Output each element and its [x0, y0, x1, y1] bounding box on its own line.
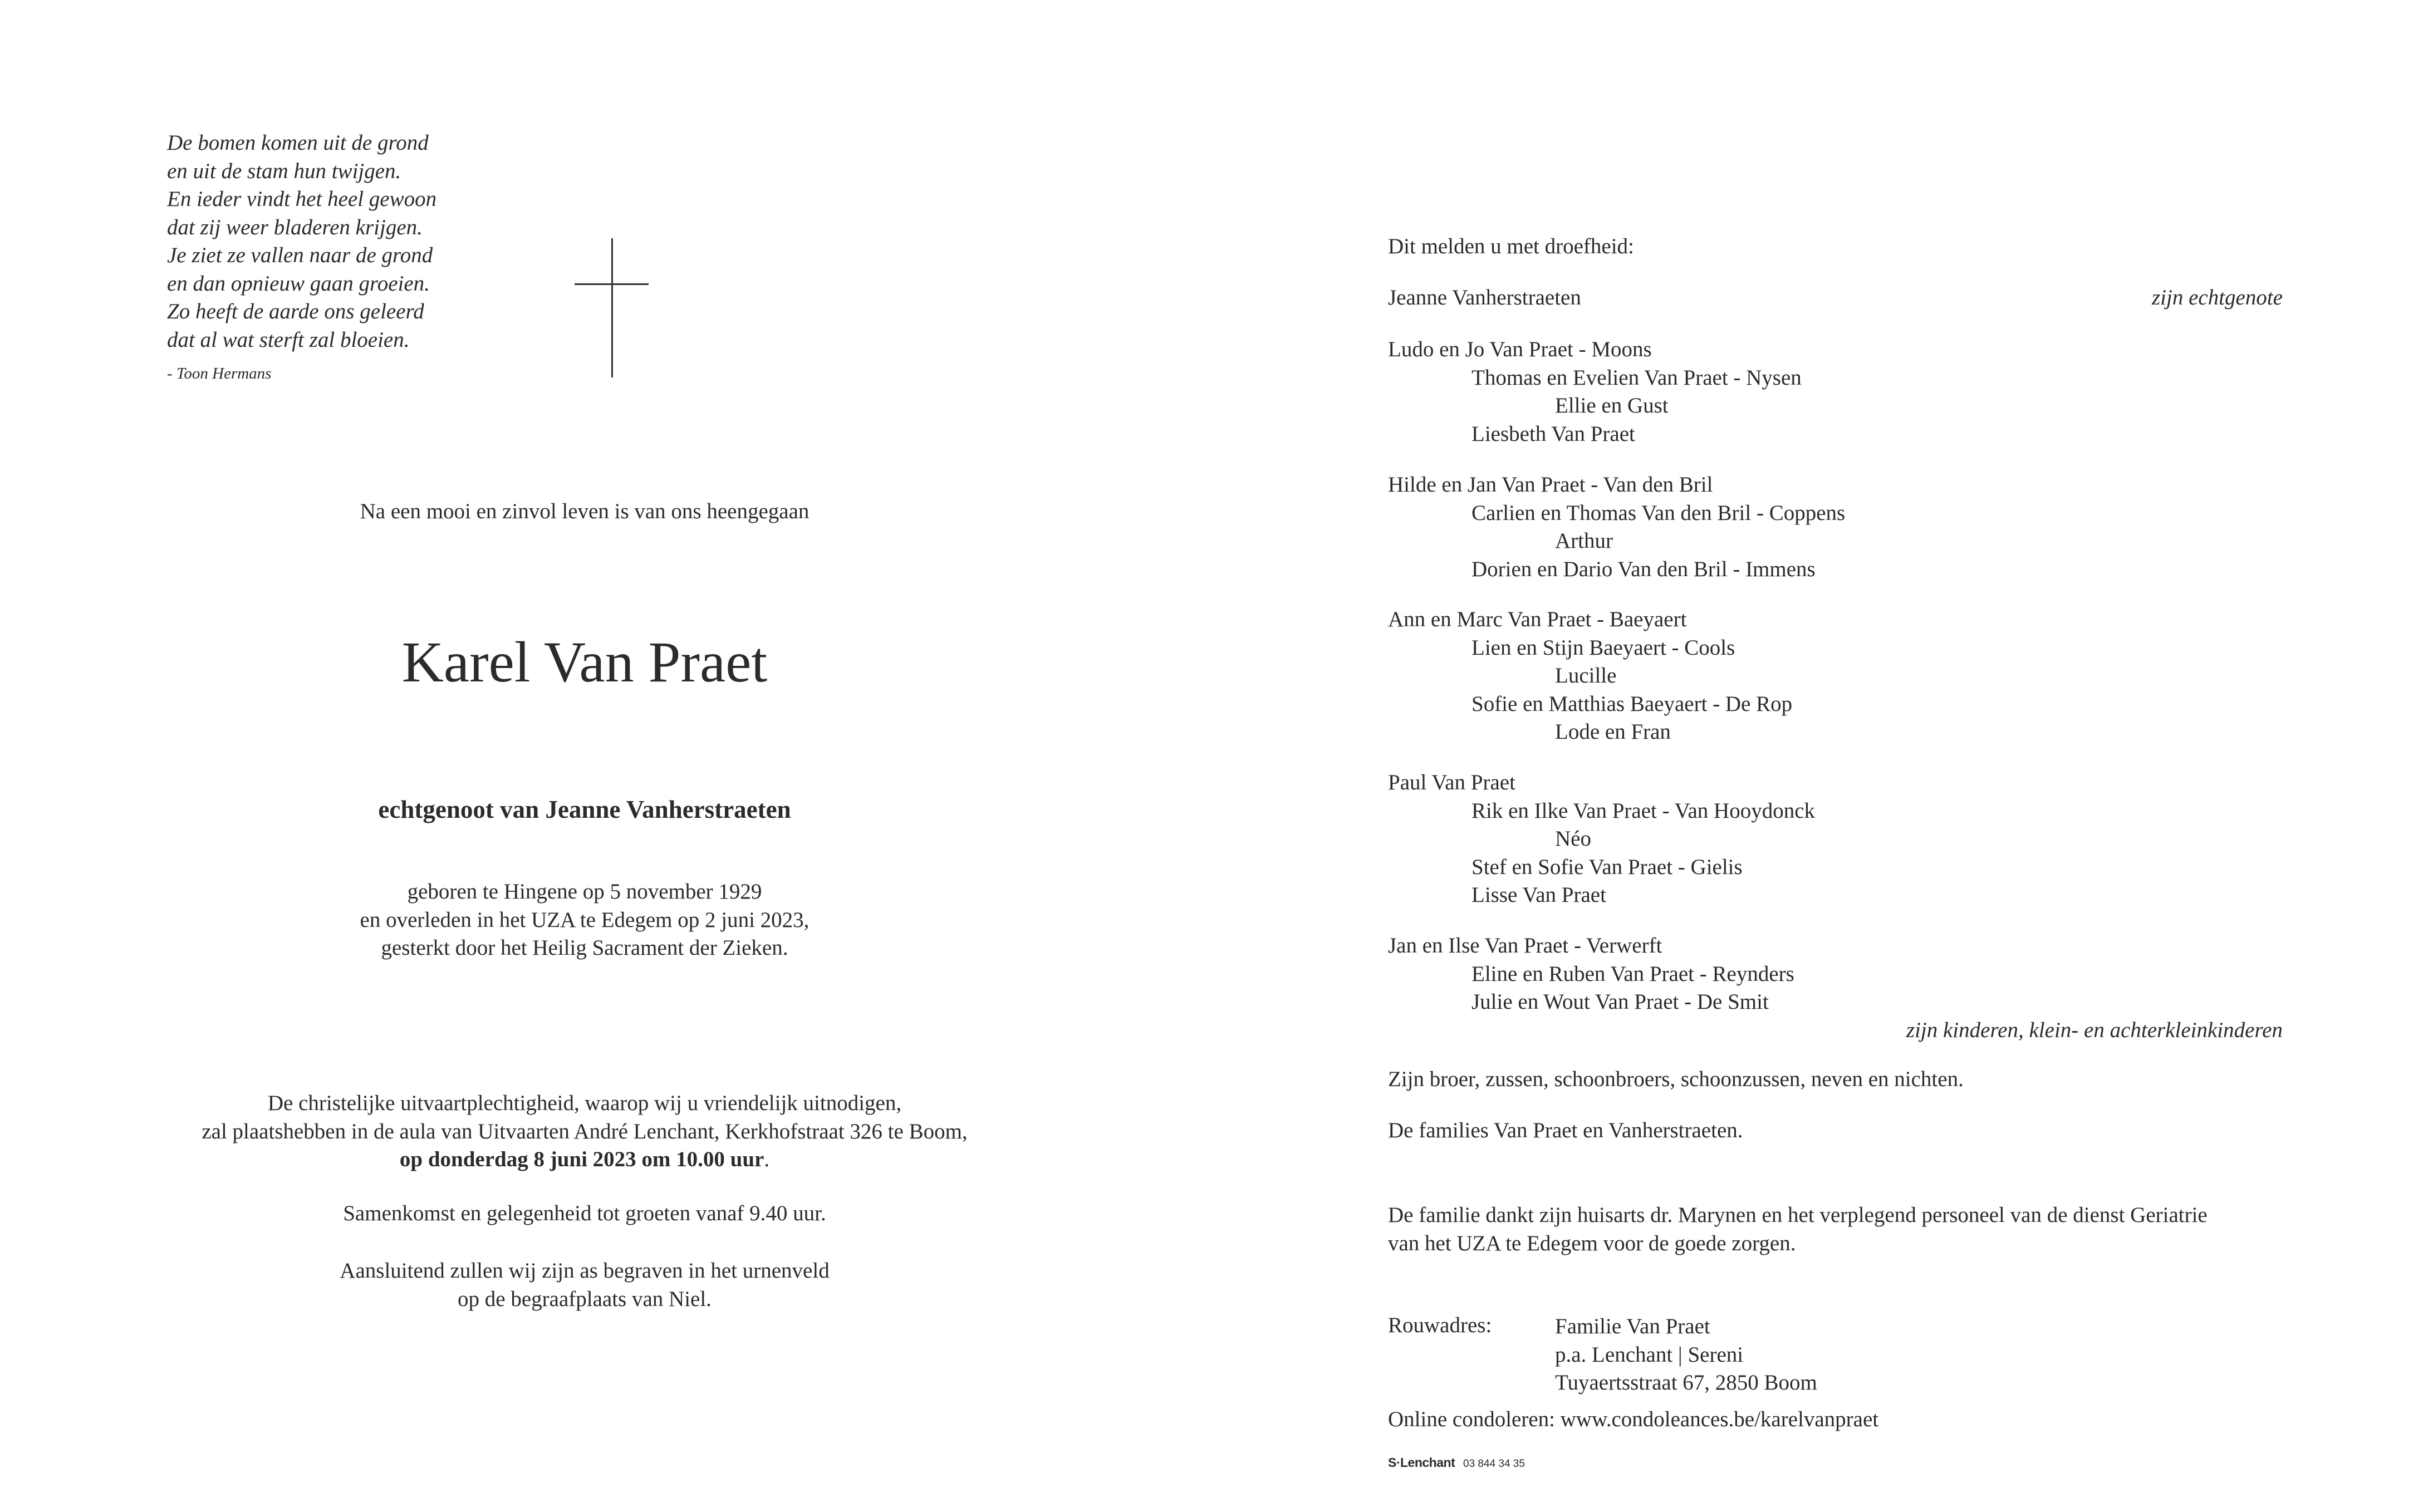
- family-member: Stef en Sofie Van Praet - Gielis: [1471, 855, 1743, 879]
- burial-block: [111, 1257, 1058, 1313]
- family-member: Arthur: [1555, 529, 1613, 553]
- announce-text: Dit melden u met droefheid:: [1388, 234, 1634, 258]
- spouse-row: [1388, 285, 2283, 310]
- family-paul: [1388, 769, 2283, 910]
- family-member: Néo: [1555, 827, 1591, 851]
- sacrament-line: gesterkt door het Heilig Sacrament der Zieken.: [381, 936, 788, 960]
- deceased-name: Karel Van Praet: [401, 630, 768, 694]
- poem-author: - Toon Hermans: [167, 365, 272, 382]
- birth-line: geboren te Hingene op 5 november 1929: [407, 880, 762, 904]
- poem-line: dat zij weer bladeren krijgen.: [167, 215, 423, 239]
- family-member: Eline en Ruben Van Praet - Reynders: [1471, 961, 1794, 986]
- burial-line: op de begraafplaats van Niel.: [458, 1287, 712, 1311]
- family-member: Ann en Marc Van Praet - Baeyaert: [1388, 607, 1687, 631]
- lenchant-logo: S·Lenchant: [1388, 1455, 1455, 1470]
- funeral-line: zal plaatshebben in de aula van Uitvaarten André Lenchant, Kerkhofstraat 326 te Boom,: [202, 1119, 968, 1143]
- dates-block: [111, 878, 1058, 963]
- funeral-date-line: [111, 1146, 1058, 1174]
- funeral-date: op donderdag 8 juni 2023 om 10.00 uur: [399, 1147, 764, 1171]
- funeral-block: [111, 1089, 1058, 1174]
- spouse-name: Jeanne Vanherstraeten: [1388, 286, 1581, 310]
- poem-line: en uit de stam hun twijgen.: [167, 159, 401, 183]
- family-member: Dorien en Dario Van den Bril - Immens: [1471, 557, 1816, 581]
- family-member: Paul Van Praet: [1388, 770, 1515, 794]
- poem: [167, 129, 436, 388]
- poem-line: En ieder vindt het heel gewoon: [167, 187, 437, 211]
- family-jan: [1388, 932, 2283, 1044]
- family-member: Lode en Fran: [1555, 720, 1671, 744]
- poem-line: dat al wat sterft zal bloeien.: [167, 327, 410, 352]
- family-member: Hilde en Jan Van Praet - Van den Bril: [1388, 473, 1713, 497]
- poem-line: Je ziet ze vallen naar de grond: [167, 243, 433, 267]
- burial-line: Aansluitend zullen wij zijn as begraven in het urnenveld: [340, 1259, 830, 1283]
- family-ann: [1388, 606, 2283, 747]
- address-line: p.a. Lenchant | Sereni: [1555, 1342, 1744, 1367]
- address-line: Familie Van Praet: [1555, 1314, 1710, 1338]
- family-member: Julie en Wout Van Praet - De Smit: [1471, 990, 1769, 1014]
- family-member: Lisse Van Praet: [1471, 883, 1606, 907]
- family-ludo: [1388, 336, 2283, 448]
- family-member: Sofie en Matthias Baeyaert - De Rop: [1471, 691, 1793, 716]
- family-member: Ludo en Jo Van Praet - Moons: [1388, 337, 1652, 361]
- address-block: [1555, 1313, 1817, 1397]
- spouse-line: echtgenoot van Jeanne Vanherstraeten: [378, 796, 791, 823]
- online-condolences[interactable]: Online condoleren: www.condoleances.be/karelvanpraet: [1388, 1407, 1879, 1431]
- thanks-block: [1388, 1201, 2283, 1258]
- footer-phone: 03 844 34 35: [1463, 1458, 1525, 1470]
- family-member: Ellie en Gust: [1555, 394, 1669, 418]
- family-member: Liesbeth Van Praet: [1471, 421, 1635, 446]
- thanks-line: De familie dankt zijn huisarts dr. Marynen en het verplegend personeel van de dienst Geriatrie: [1388, 1203, 2208, 1227]
- siblings-text: Zijn broer, zussen, schoonbroers, schoonzussen, neven en nichten.: [1388, 1067, 1964, 1091]
- intro-text: Na een mooi en zinvol leven is van ons heengegaan: [360, 499, 810, 523]
- family-member: Thomas en Evelien Van Praet - Nysen: [1471, 365, 1802, 390]
- death-line: en overleden in het UZA te Edegem op 2 juni 2023,: [360, 907, 810, 932]
- poem-line: en dan opnieuw gaan groeien.: [167, 271, 430, 296]
- family-hilde: [1388, 471, 2283, 583]
- funeral-line: De christelijke uitvaartplechtigheid, waarop wij u vriendelijk uitnodigen,: [267, 1091, 902, 1115]
- funeral-date-end: .: [764, 1147, 770, 1171]
- family-member: Rik en Ilke Van Praet - Van Hooydonck: [1471, 798, 1816, 823]
- poem-line: De bomen komen uit de grond: [167, 131, 429, 155]
- family-member: Lien en Stijn Baeyaert - Cools: [1471, 635, 1735, 660]
- address-label: Rouwadres:: [1388, 1313, 1492, 1337]
- children-role: zijn kinderen, klein- en achterkleinkinderen: [1906, 1018, 2283, 1042]
- family-names-text: De families Van Praet en Vanherstraeten.: [1388, 1118, 1743, 1142]
- spouse-role: zijn echtgenote: [2151, 286, 2283, 310]
- family-member: Lucille: [1555, 664, 1617, 688]
- thanks-line: van het UZA te Edegem voor de goede zorgen.: [1388, 1231, 1796, 1255]
- poem-line: Zo heeft de aarde ons geleerd: [167, 300, 424, 323]
- cross-icon-bar: [575, 283, 649, 285]
- cross-icon: [611, 238, 613, 377]
- gathering-text: Samenkomst en gelegenheid tot groeten vanaf 9.40 uur.: [343, 1201, 826, 1225]
- family-member: Carlien en Thomas Van den Bril - Coppens: [1471, 500, 1846, 525]
- address-line: Tuyaertsstraat 67, 2850 Boom: [1555, 1371, 1817, 1395]
- family-member: Jan en Ilse Van Praet - Verwerft: [1388, 934, 1662, 958]
